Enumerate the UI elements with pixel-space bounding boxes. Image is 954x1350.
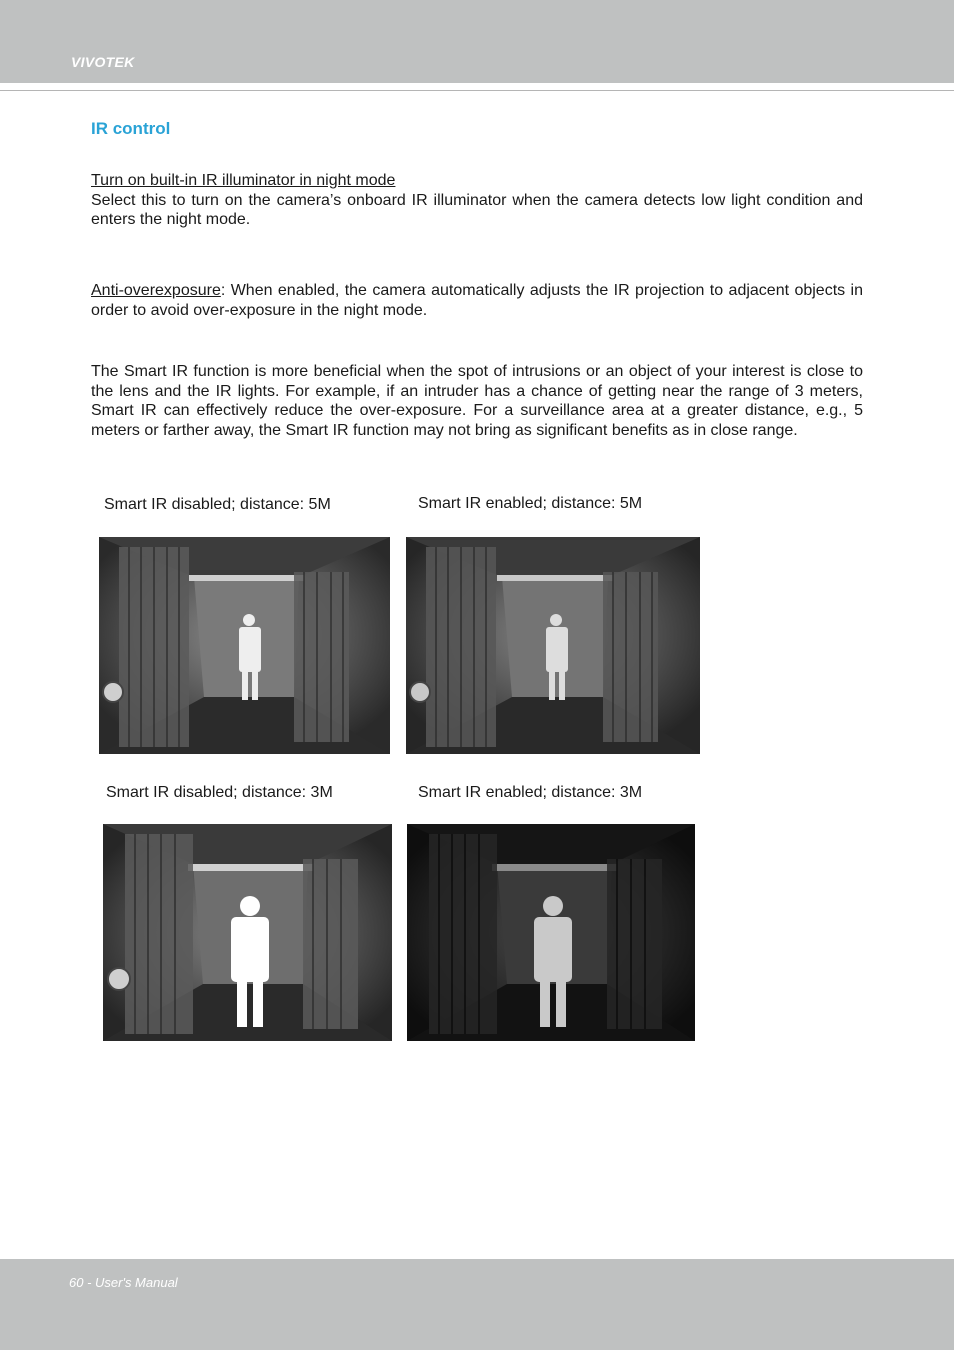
anti-overexposure-body: : When enabled, the camera automatically adjusts the IR projection to adjacent objects in order to avoid over-exposure in the night mode. (91, 282, 863, 319)
smart-ir-paragraph: The Smart IR function is more beneficial when the spot of intrusions or an object of your interest is close to the lens and the IR lights. For example, if an intruder has a chance of getting near the range of 3 meters, Smart IR can effectively reduce the over-exposure. For a surveillance area at a greater distance, e.g., 5 meters or farther away, the Smart IR function may not bring as significant benefits as in close range. (91, 363, 863, 439)
anti-overexposure-block (91, 281, 863, 320)
ir-illuminator-body: Select this to turn on the camera’s onboard IR illuminator when the camera detects low light condition and enters the night mode. (91, 191, 863, 228)
photo-smart-ir-disabled-5m (99, 537, 390, 754)
figure-caption-enabled-3m: Smart IR enabled; distance: 3M (418, 784, 643, 801)
figure-caption-enabled-5m: Smart IR enabled; distance: 5M (418, 495, 643, 512)
photo-smart-ir-enabled-3m (407, 824, 695, 1041)
page-footer-text: 60 - User's Manual (69, 1275, 178, 1290)
figure-caption-disabled-3m: Smart IR disabled; distance: 3M (106, 784, 333, 801)
photo-smart-ir-disabled-3m (103, 824, 392, 1041)
anti-overexposure-term: Anti-overexposure (91, 282, 221, 299)
header-divider (0, 90, 954, 91)
figure-caption-disabled-5m: Smart IR disabled; distance: 5M (104, 496, 331, 513)
section-title: IR control (91, 119, 171, 138)
ir-illuminator-block (91, 171, 863, 230)
page-header (0, 0, 954, 83)
photo-smart-ir-enabled-5m (406, 537, 700, 754)
page-footer (0, 1259, 954, 1350)
brand-name: VIVOTEK (71, 54, 135, 70)
ir-illuminator-heading: Turn on built-in IR illuminator in night mode (91, 172, 396, 189)
